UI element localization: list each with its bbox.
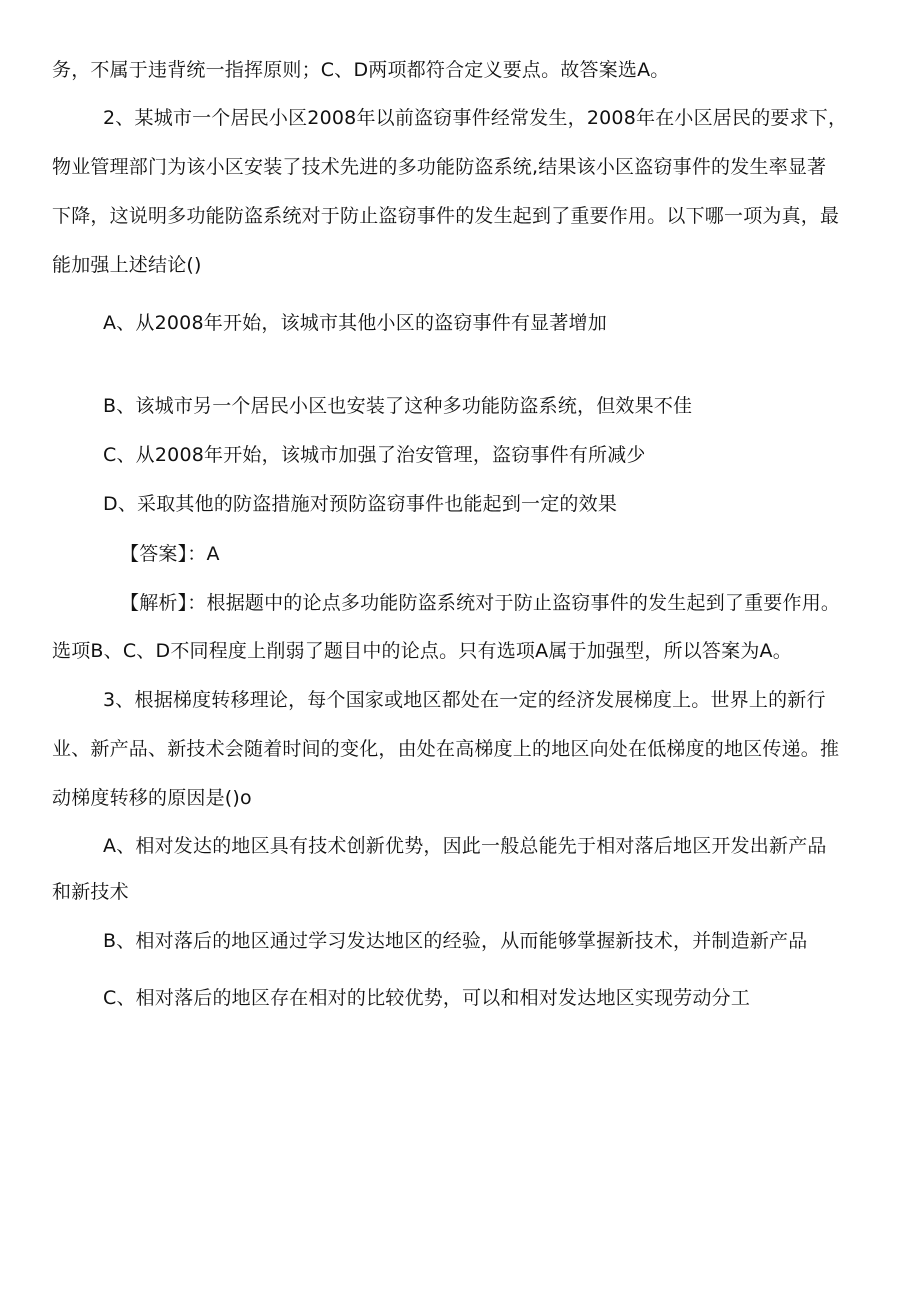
question-2-stem-line-1: 2、某城市一个居民小区2008年以前盗窃事件经常发生，2008年在小区居民的要求下， <box>103 107 848 129</box>
question-2-stem-line-2: 物业管理部门为该小区安装了技术先进的多功能防盗系统,结果该小区盗窃事件的发生率显著 <box>52 156 827 178</box>
question-2-stem-line-3: 下降，这说明多功能防盗系统对于防止盗窃事件的发生起到了重要作用。以下哪一项为真，最 <box>52 205 840 227</box>
question-3-option-a-line-1: A、相对发达的地区具有技术创新优势，因此一般总能先于相对落后地区开发出新产品 <box>103 835 827 857</box>
question-3-stem-line-1: 3、根据梯度转移理论，每个国家或地区都处在一定的经济发展梯度上。世界上的新行 <box>103 689 826 711</box>
question-3-stem-line-2: 业、新产品、新技术会随着时间的变化，由处在高梯度上的地区向处在低梯度的地区传递。推 <box>52 738 840 760</box>
question-3-option-b: B、相对落后的地区通过学习发达地区的经验，从而能够掌握新技术，并制造新产品 <box>103 930 808 952</box>
question-2-option-d: D、采取其他的防盗措施对预防盗窃事件也能起到一定的效果 <box>103 493 618 515</box>
question-2-explanation-line-2: 选项B、C、D不同程度上削弱了题目中的论点。只有选项A属于加强型，所以答案为A。 <box>52 640 792 662</box>
question-2-option-a: A、从2008年开始，该城市其他小区的盗窃事件有显著增加 <box>103 312 607 334</box>
text-line-prev-answer-end: 务，不属于违背统一指挥原则；C、D两项都符合定义要点。故答案选A。 <box>52 59 670 81</box>
question-2-explanation-line-1: 【解析】：根据题中的论点多功能防盗系统对于防止盗窃事件的发生起到了重要作用。 <box>120 592 841 614</box>
question-2-answer: 【答案】：A <box>120 543 220 565</box>
question-2-stem-line-4: 能加强上述结论() <box>52 254 202 276</box>
question-3-option-c: C、相对落后的地区存在相对的比较优势，可以和相对发达地区实现劳动分工 <box>103 987 751 1009</box>
question-3-stem-line-3: 动梯度转移的原因是()o <box>52 787 252 809</box>
question-3-option-a-line-2: 和新技术 <box>52 881 129 903</box>
question-2-option-c: C、从2008年开始，该城市加强了治安管理，盗窃事件有所减少 <box>103 444 646 466</box>
question-2-option-b: B、该城市另一个居民小区也安装了这种多功能防盗系统，但效果不佳 <box>103 395 693 417</box>
